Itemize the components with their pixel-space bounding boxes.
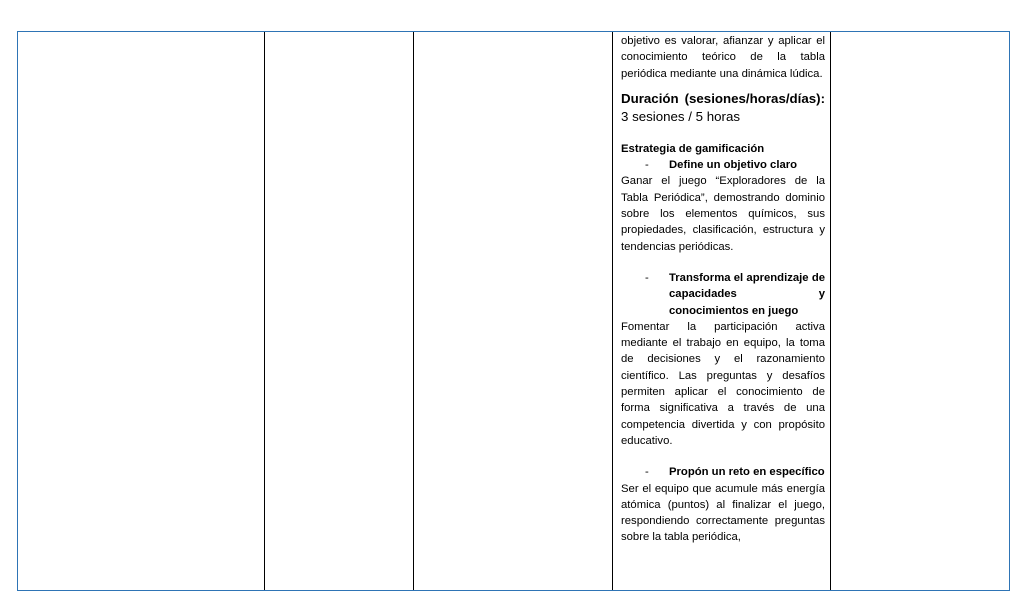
bullet-marker: - xyxy=(645,159,649,172)
bullet-item-body: Fomentar la participación activa mediante el trabajo en equipo, la toma de decisiones y el razonamiento científico. Las preguntas y desafíos permiten aplicar el conocimiento de forma significativa a través de una competencia divertida y con propósito educativo. xyxy=(621,320,825,447)
strategy-heading: Estrategia de gamificación xyxy=(621,142,765,155)
bullet-item-title xyxy=(621,157,825,173)
duration-value: 3 sesiones / 5 horas xyxy=(621,108,741,124)
bullet-marker: - xyxy=(645,466,649,479)
bullet-item-body: Ser el equipo que acumule más energía atómica (puntos) al finalizar el juego, respondiendo correctamente preguntas sobre la tabla periódica, xyxy=(621,482,825,544)
bullet-item-title xyxy=(621,270,825,319)
table-column-4 xyxy=(612,32,831,590)
duration-label: Duración (sesiones/horas/días): xyxy=(621,90,825,106)
table-column-3 xyxy=(414,32,612,590)
activity-description-cell xyxy=(621,33,825,546)
bullet-item-body: Ganar el juego “Exploradores de la Tabla Periódica”, demostrando dominio sobre los elementos químicos, sus propiedades, clasificación, estructura y tendencias periódicas. xyxy=(621,175,825,253)
table-column-2 xyxy=(264,32,414,590)
document-table xyxy=(17,31,1010,591)
table-column-1 xyxy=(18,32,264,590)
bullet-item-title xyxy=(621,464,825,480)
table-column-5 xyxy=(831,32,1009,590)
bullet-title-text: Transforma el aprendizaje de capacidades y conocimientos en juego xyxy=(669,271,825,317)
bullet-marker: - xyxy=(645,271,649,284)
intro-paragraph: objetivo es valorar, afianzar y aplicar el conocimiento teórico de la tabla periódica mediante una dinámica lúdica. xyxy=(621,35,825,80)
duration-line xyxy=(621,90,825,126)
bullet-title-text: Propón un reto en específico xyxy=(669,466,825,479)
bullet-title-text: Define un objetivo claro xyxy=(669,159,798,172)
